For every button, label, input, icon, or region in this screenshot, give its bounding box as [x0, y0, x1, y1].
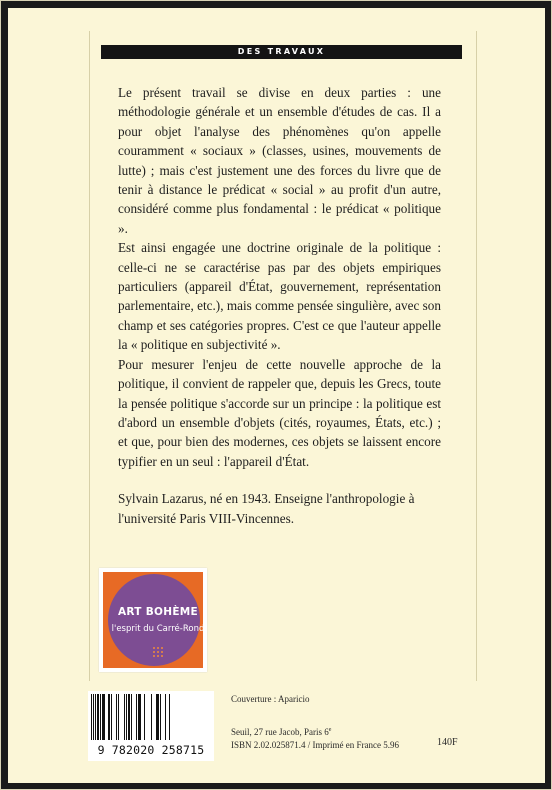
publisher-info — [231, 724, 399, 752]
barcode-bar — [136, 694, 137, 740]
barcode-bar — [138, 694, 141, 740]
price: 140F — [437, 737, 458, 748]
barcode-bar — [95, 694, 96, 740]
sticker-circle — [108, 574, 205, 666]
barcode-bar — [100, 694, 101, 740]
barcode-bar — [169, 694, 170, 740]
barcode-bar — [131, 694, 132, 740]
barcode-bar — [93, 694, 94, 740]
barcode-bar — [126, 694, 127, 740]
blurb — [118, 83, 441, 528]
barcode-bar — [108, 694, 110, 740]
publisher-address-sup: e — [328, 727, 332, 733]
sticker-subtitle: l'esprit du Carré-Rond — [111, 624, 205, 634]
dotted-logo-icon — [152, 646, 164, 658]
blurb-paragraph-3: Pour mesurer l'enjeu de cette nouvelle approche de la politique, il convient de rappeler que, depuis les Grecs, toute la pensée politique s'accorde sur un principe : la politique est d'abord un ensemble d'objets (cités, royaumes, États, etc.) ; et que, pour bien des modernes, ces objets se laissent encore typifier en un seul : l'appareil d'État. — [118, 356, 441, 469]
series-label: DES TRAVAUX — [101, 45, 462, 59]
barcode-bar — [128, 694, 130, 740]
cover-credit: Couverture : Aparicio — [231, 694, 310, 704]
sticker-background — [103, 572, 203, 668]
bookshop-sticker — [99, 568, 207, 672]
barcode-bar — [102, 694, 105, 740]
barcode-bar — [91, 694, 92, 740]
blurb-paragraph-2: Est ainsi engagée une doctrine originale de la politique : celle-ci ne se caractérise pas par des objets empiriques particuliers (appareil d'État, gouvernement, représentation parlementaire, etc.), mais comme pensée singulière, avec son champ et ses catégories propres. C'est ce que l'auteur appelle la « politique en subjectivité ». — [118, 240, 441, 353]
isbn-line: ISBN 2.02.025871.4 / Imprimé en France 5.96 — [231, 740, 399, 750]
barcode-bar — [111, 694, 112, 740]
barcode-bar — [124, 694, 125, 740]
barcode-bars — [88, 691, 214, 743]
barcode-number: 9 782020 258715 — [97, 743, 205, 757]
barcode-bar — [116, 694, 117, 740]
barcode-bar — [160, 694, 161, 740]
blurb-paragraph-1: Le présent travail se divise en deux parties : une méthodologie générale et un ensemble d'études de cas. Il a pour objet l'analyse des phénomènes qu'on appelle couramment « sociaux » (classes, usines, mouvements de lutte) ; mais c'est justement une des forces du livre que de tenir à distance le prédicat « social » au profit d'un autre, considéré comme plus fondamental : le prédicat « politique ». — [118, 85, 441, 236]
author-bio: Sylvain Lazarus, né en 1943. Enseigne l'anthropologie à l'université Paris VIII-Vincennes. — [118, 491, 415, 526]
barcode-bar — [144, 694, 145, 740]
sticker-title: ART BOHÈME — [117, 606, 199, 618]
barcode-bar — [165, 694, 166, 740]
barcode-bar — [156, 694, 159, 740]
barcode — [88, 691, 214, 761]
publisher-address-text: Seuil, 27 rue Jacob, Paris 6 — [231, 727, 329, 737]
barcode-bar — [97, 694, 99, 740]
barcode-bar — [151, 694, 152, 740]
barcode-bar — [118, 694, 119, 740]
publisher-address — [231, 724, 399, 739]
